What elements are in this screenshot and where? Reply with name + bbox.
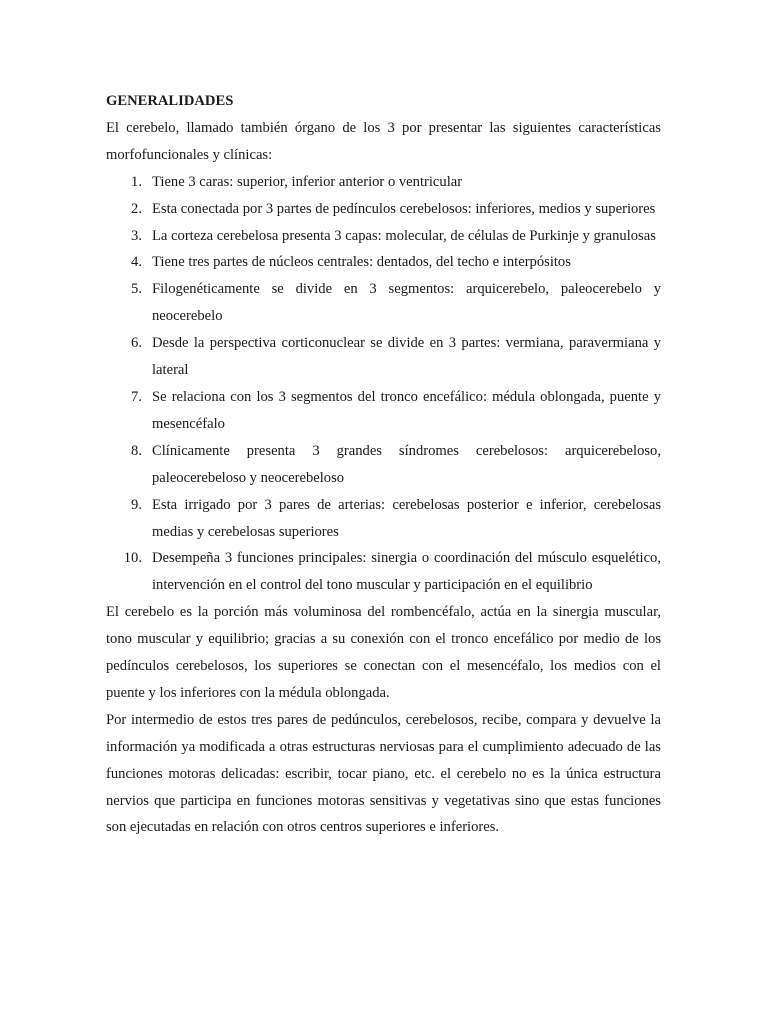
list-item [106,545,661,599]
list-item [106,249,661,276]
list-item-text: Desde la perspectiva corticonuclear se divide en 3 partes: vermiana, paravermiana y lateral [152,335,661,379]
list-item [106,492,661,546]
list-item [106,330,661,384]
list-item-text: Esta conectada por 3 partes de pedínculos cerebelosos: inferiores, medios y superiores [152,200,656,217]
list-item-text: Se relaciona con los 3 segmentos del tronco encefálico: médula oblongada, puente y mesencéfalo [152,388,661,432]
list-item-number: 2. [131,200,142,217]
list-item [106,384,661,438]
body-paragraph: Por intermedio de estos tres pares de pedúnculos, cerebelosos, recibe, compara y devuelve la información ya modificada a otras estructuras nerviosas para el cumplimiento adecuado de las funciones motoras delicadas: escribir, tocar piano, etc. el cerebelo no es la única estructura nervios que participa en funciones motoras sensitivas y vegetativas sino que estas funciones son ejecutadas en relación con otros centros superiores e inferiores. [106,711,661,836]
list-item-text: Esta irrigado por 3 pares de arterias: cerebelosas posterior e inferior, cerebelosas medias y cerebelosas superiores [152,496,661,540]
list-item [106,438,661,492]
list-item-text: Tiene tres partes de núcleos centrales: dentados, del techo e interpósitos [152,254,571,271]
list-item-number: 1. [131,173,142,190]
body-paragraph: El cerebelo es la porción más voluminosa del rombencéfalo, actúa en la sinergia muscular, tono muscular y equilibrio; gracias a su conexión con el tronco encefálico por medio de los pedínculos cerebelosos, los superiores se conectan con el mesencéfalo, los medios con el puente y los inferiores con la médula oblongada. [106,604,661,701]
list-item [106,223,661,250]
characteristics-list [106,169,661,600]
list-item [106,169,661,196]
document-page [106,88,661,841]
list-item-number: 7. [131,388,142,405]
list-item-number: 4. [131,254,142,271]
list-item-number: 5. [131,281,142,298]
list-item-text: Clínicamente presenta 3 grandes síndromes cerebelosos: arquicerebeloso, paleocerebeloso y neocerebeloso [152,442,661,486]
list-item-text: Desempeña 3 funciones principales: sinergia o coordinación del músculo esquelético, intervención en el control del tono muscular y participación en el equilibrio [152,550,661,594]
list-item-number: 3. [131,227,142,244]
list-item [106,276,661,330]
list-item [106,196,661,223]
list-item-number: 8. [131,442,142,459]
list-item-number: 6. [131,335,142,352]
list-item-text: La corteza cerebelosa presenta 3 capas: molecular, de células de Purkinje y granulosas [152,227,656,244]
list-item-text: Tiene 3 caras: superior, inferior anterior o ventricular [152,173,463,190]
list-item-number: 9. [131,496,142,513]
list-item-number: 10. [123,550,142,567]
intro-paragraph: El cerebelo, llamado también órgano de los 3 por presentar las siguientes características morfofuncionales y clínicas: [106,119,661,163]
list-item-text: Filogenéticamente se divide en 3 segmentos: arquicerebelo, paleocerebelo y neocerebelo [152,281,661,325]
section-heading: GENERALIDADES [106,93,234,109]
